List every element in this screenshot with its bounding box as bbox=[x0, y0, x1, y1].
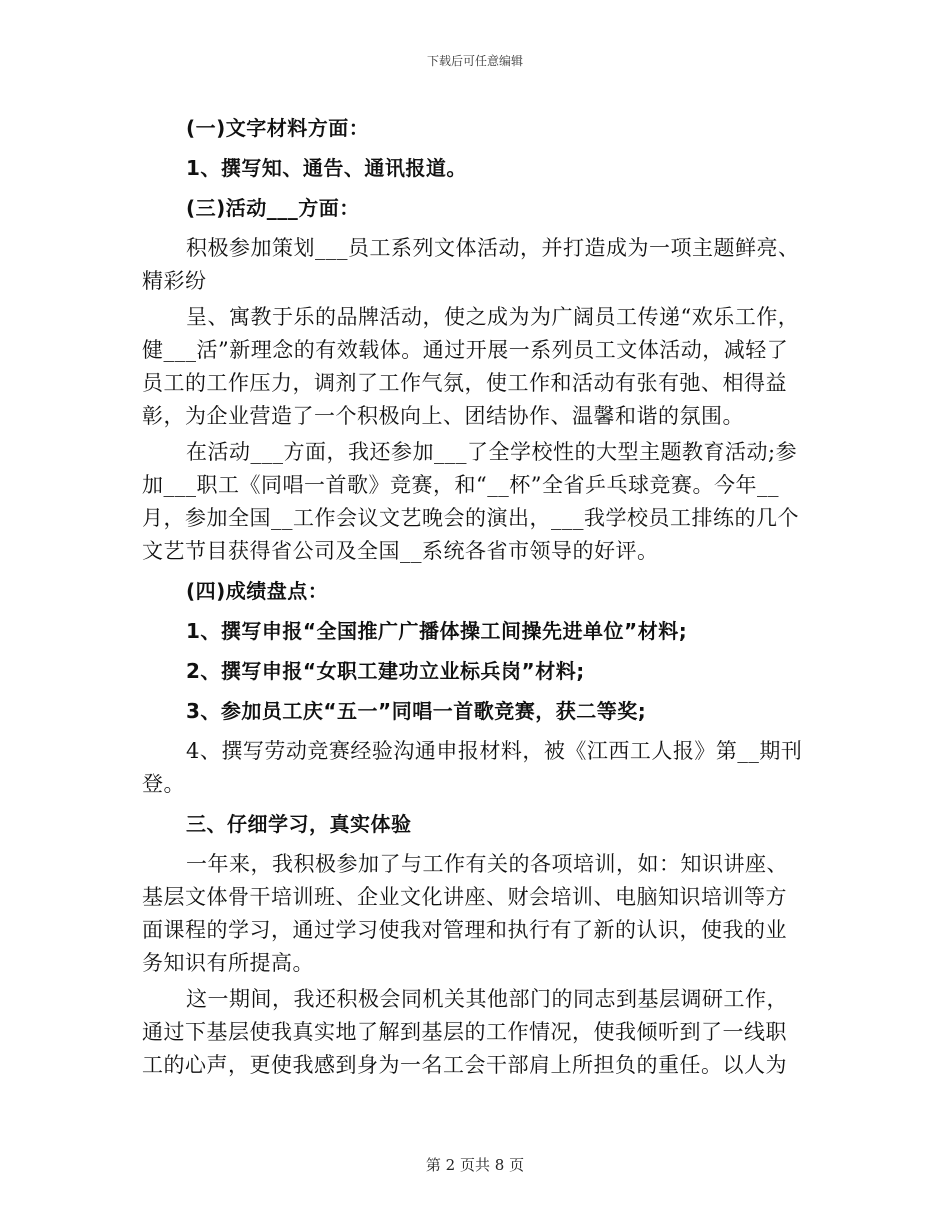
list-item-writing: 1、撰写知、通告、通讯报道。 bbox=[186, 156, 467, 180]
heading-achievements: (四)成绩盘点： bbox=[186, 579, 329, 603]
list-item-achievement-4 bbox=[142, 735, 806, 801]
paragraph-research bbox=[142, 983, 806, 1082]
paragraph-line: 加___职工《同唱一首歌》竞赛，和“__杯”全省乒乓球竞赛。今年__ bbox=[142, 473, 779, 497]
paragraph-line: 4、撰写劳动竞赛经验沟通申报材料，被《江西工人报》第__期刊 bbox=[186, 739, 803, 763]
paragraph-line: 基层文体骨干培训班、企业文化讲座、财会培训、电脑知识培训等方 bbox=[142, 885, 787, 909]
page-number: 第 2 页共 8 页 bbox=[425, 1156, 525, 1174]
heading-activities: (三)活动___方面： bbox=[186, 196, 360, 220]
paragraph-training bbox=[142, 848, 806, 980]
list-item-achievement-1: 1、撰写申报“全国推广广播体操工间操先进单位”材料; bbox=[186, 619, 688, 643]
heading-section-three: 三、仔细学习，真实体验 bbox=[186, 812, 412, 836]
paragraph-line: 在活动___方面，我还参加___了全学校性的大型主题教育活动;参 bbox=[186, 440, 798, 464]
paragraph-brand-activities bbox=[142, 301, 806, 433]
document-body bbox=[142, 112, 806, 1082]
paragraph-line: 彰，为企业营造了一个积极向上、团结协作、温馨和谐的氛围。 bbox=[142, 404, 744, 428]
paragraph-planning bbox=[142, 232, 806, 298]
paragraph-line: 通过下基层使我真实地了解到基层的工作情况，使我倾听到了一线职 bbox=[142, 1020, 787, 1044]
paragraph-line: 精彩纷 bbox=[142, 269, 207, 293]
list-item-achievement-3: 3、参加员工庆“五一”同唱一首歌竞赛，获二等奖; bbox=[186, 699, 647, 723]
paragraph-line: 月，参加全国__工作会议文艺晚会的演出，___我学校员工排练的几个 bbox=[142, 506, 799, 530]
paragraph-line: 工的心声，更使我感到身为一名工会干部肩上所担负的重任。以人为 bbox=[142, 1053, 787, 1077]
paragraph-events bbox=[142, 436, 806, 568]
paragraph-line: 健___活”新理念的有效载体。通过开展一系列员工文体活动，减轻了 bbox=[142, 338, 789, 362]
paragraph-line: 登。 bbox=[142, 772, 185, 796]
paragraph-line: 一年来，我积极参加了与工作有关的各项培训，如：知识讲座、 bbox=[186, 852, 788, 876]
paragraph-line: 文艺节目获得省公司及全国__系统各省市领导的好评。 bbox=[142, 539, 659, 563]
paragraph-line: 务知识有所提高。 bbox=[142, 951, 314, 975]
page-header-note: 下载后可任意编辑 bbox=[426, 54, 523, 68]
heading-text-materials: (一)文字材料方面： bbox=[186, 116, 370, 140]
paragraph-line: 积极参加策划___员工系列文体活动，并打造成为一项主题鲜亮、 bbox=[186, 236, 800, 260]
list-item-achievement-2: 2、撰写申报“女职工建功立业标兵岗”材料; bbox=[186, 659, 585, 683]
paragraph-line: 员工的工作压力，调剂了工作气氛，使工作和活动有张有弛、相得益 bbox=[142, 371, 787, 395]
paragraph-line: 这一期间，我还积极会同机关其他部门的同志到基层调研工作， bbox=[186, 987, 788, 1011]
paragraph-line: 面课程的学习，通过学习使我对管理和执行有了新的认识，使我的业 bbox=[142, 918, 787, 942]
paragraph-line: 呈、寓教于乐的品牌活动，使之成为为广阔员工传递“欢乐工作， bbox=[186, 305, 800, 329]
